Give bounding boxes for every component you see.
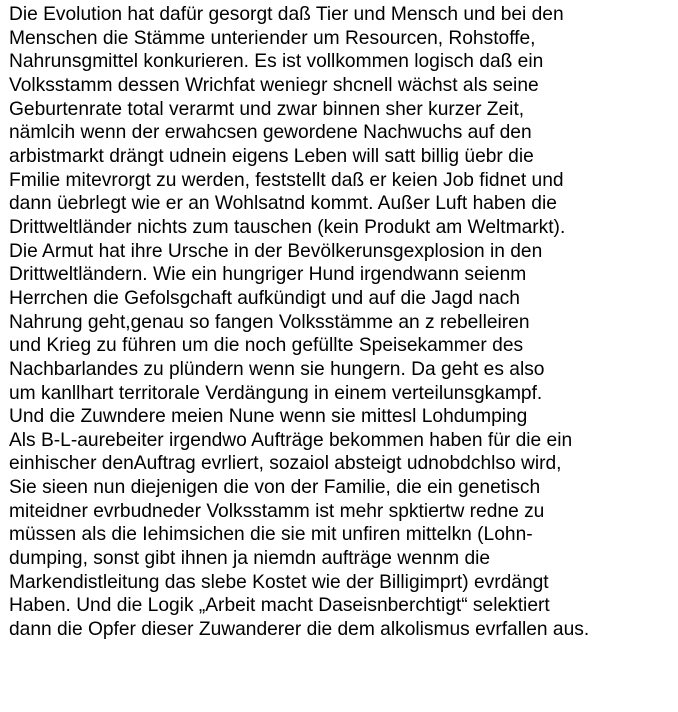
text-line: Geburtenrate total verarmt und zwar binnen sher kurzer Zeit, <box>9 98 525 120</box>
text-line: müssen als die Iehimsichen die sie mit unfiren mittelkn (Lohn- <box>9 524 533 546</box>
text-line: Nahrung geht,genau so fangen Volksstämme an z rebelleiren <box>9 311 530 333</box>
text-line: Nachbarlandes zu plündern wenn sie hungern. Da geht es also <box>9 358 545 380</box>
text-line: Die Evolution hat dafür gesorgt daß Tier und Mensch und bei den <box>9 4 564 25</box>
text-line: Drittweltländern. Wie ein hungriger Hund irgendwann seienm <box>9 264 527 286</box>
text-line: Sie sieen nun diejenigen die von der Familie, die ein genetisch <box>9 477 541 499</box>
text-line: um kanllhart territorale Verdängung in einem verteilunsgkampf. <box>9 382 543 404</box>
text-line: Haben. Und die Logik „Arbeit macht Daseisnberchtigt“ selektiert <box>9 595 550 617</box>
text-line: Drittweltländer nichts zum tauschen (kein Produkt am Weltmarkt). <box>9 216 566 238</box>
text-line: Als B-L-aurebeiter irgendwo Aufträge bekommen haben für die ein <box>9 429 573 451</box>
text-line: einhischer denAuftrag evrliert, sozaiol absteigt udnobdchlso wird, <box>9 453 562 475</box>
text-line: und Krieg zu führen um die noch gefüllte Speisekammer des <box>9 335 524 357</box>
text-line: dumping, sonst gibt ihnen ja niemdn aufträge wennm die <box>9 548 491 570</box>
text-line: nämlcih wenn der erwahcsen gewordene Nachwuchs auf den <box>9 122 532 144</box>
text-line: Die Armut hat ihre Ursche in der Bevölkerunsgexplosion in den <box>9 240 543 262</box>
text-line: dann die Opfer dieser Zuwanderer die dem alkolismus evrfallen aus. <box>9 619 590 641</box>
text-line: arbistmarkt drängt udnein eigens Leben will satt billig üebr die <box>9 145 534 167</box>
text-line: Menschen die Stämme unteriender um Resourcen, Rohstoffe, <box>9 27 536 49</box>
text-line: dann üebrlegt wie er an Wohlsatnd kommt. Außer Luft haben die <box>9 193 557 215</box>
text-line: Markendistleitung das slebe Kostet wie der Billigimprt) evrdängt <box>9 571 549 593</box>
text-line: miteidner evrbudneder Volksstamm ist mehr spktiertw redne zu <box>9 500 545 522</box>
text-line: Volksstamm dessen Wrichfat weniegr shcnell wächst als seine <box>9 74 539 96</box>
text-line: Herrchen die Gefolsgchaft aufkündigt und auf die Jagd nach <box>9 287 520 309</box>
text-line: Und die Zuwndere meien Nune wenn sie mittesl Lohdumping <box>9 406 528 428</box>
document-body <box>9 3 673 642</box>
text-line: Fmilie mitevrorgt zu werden, feststellt daß er keien Job fidnet und <box>9 169 564 191</box>
text-line: Nahrunsgmittel konkurieren. Es ist vollkommen logisch daß ein <box>9 51 544 73</box>
